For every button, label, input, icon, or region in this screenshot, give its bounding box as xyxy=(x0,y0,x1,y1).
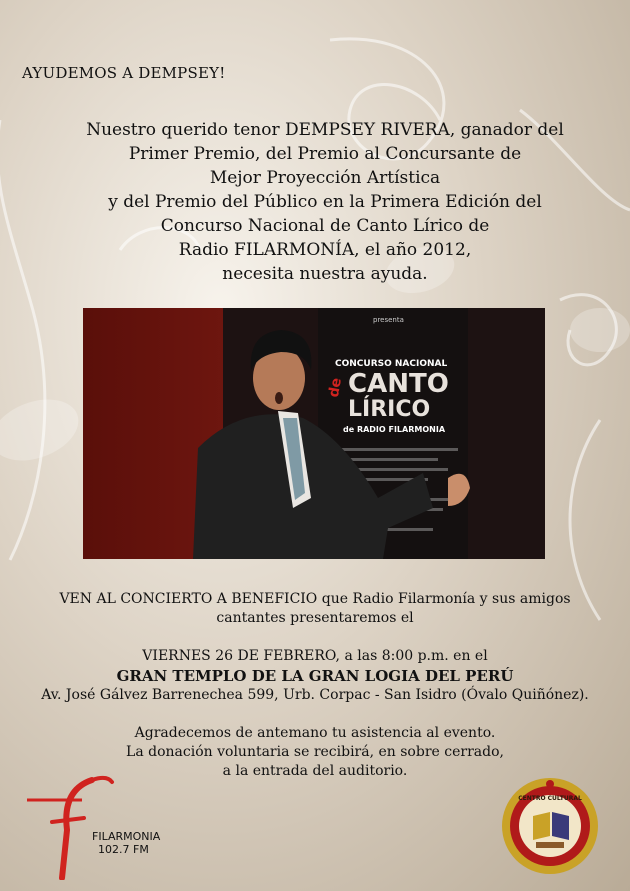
intro-line: Mejor Proyección Artística xyxy=(209,168,441,188)
banner-line4: de RADIO FILARMONIA xyxy=(343,425,446,434)
intro-line: y del Premio del Público en la Primera Edición del xyxy=(108,192,542,212)
intro-line: necesita nuestra ayuda. xyxy=(222,264,428,284)
seal-text: CENTRO CULTURAL xyxy=(518,795,582,802)
tenor-photo-illustration xyxy=(83,308,545,559)
date-line: VIERNES 26 DE FEBRERO, a las 8:00 p.m. en el xyxy=(142,648,488,664)
venue-name: GRAN TEMPLO DE LA GRAN LOGIA DEL PERÚ xyxy=(116,667,514,685)
thanks-line2: La donación voluntaria se recibirá, en sobre cerrado, xyxy=(126,744,504,760)
intro-text xyxy=(40,118,610,286)
logo-label xyxy=(92,830,160,856)
thanks-line3: a la entrada del auditorio. xyxy=(222,763,408,779)
banner-presenta: presenta xyxy=(373,316,404,324)
details-line2: cantantes presentaremos el xyxy=(216,610,414,626)
logo-frequency: 102.7 FM xyxy=(98,843,149,856)
logo-name: FILARMONIA xyxy=(92,830,161,843)
banner-canto: CANTO xyxy=(348,369,449,399)
intro-line: Concurso Nacional de Canto Lírico de xyxy=(160,216,490,236)
banner-lirico: LÍRICO xyxy=(348,397,431,422)
banner-line1: CONCURSO NACIONAL xyxy=(335,359,448,369)
address-line: Av. José Gálvez Barrenechea 599, Urb. Corpac - San Isidro (Óvalo Quiñónez). xyxy=(41,687,589,703)
seal-emblem-icon xyxy=(500,776,600,876)
banner-de: de xyxy=(325,376,346,399)
intro-line: Radio FILARMONÍA, el año 2012, xyxy=(178,240,472,260)
event-details xyxy=(0,590,630,781)
intro-line: Primer Premio, del Premio al Concursante de xyxy=(128,144,522,164)
filarmonia-logo-icon xyxy=(22,770,182,880)
tenor-photo xyxy=(83,308,545,559)
intro-line: Nuestro querido tenor DEMPSEY RIVERA, ganador del xyxy=(86,120,564,140)
details-line1: VEN AL CONCIERTO A BENEFICIO que Radio Filarmonía y sus amigos xyxy=(59,591,571,607)
page-heading: AYUDEMOS A DEMPSEY! xyxy=(22,64,226,82)
thanks-line1: Agradecemos de antemano tu asistencia al evento. xyxy=(134,725,496,741)
